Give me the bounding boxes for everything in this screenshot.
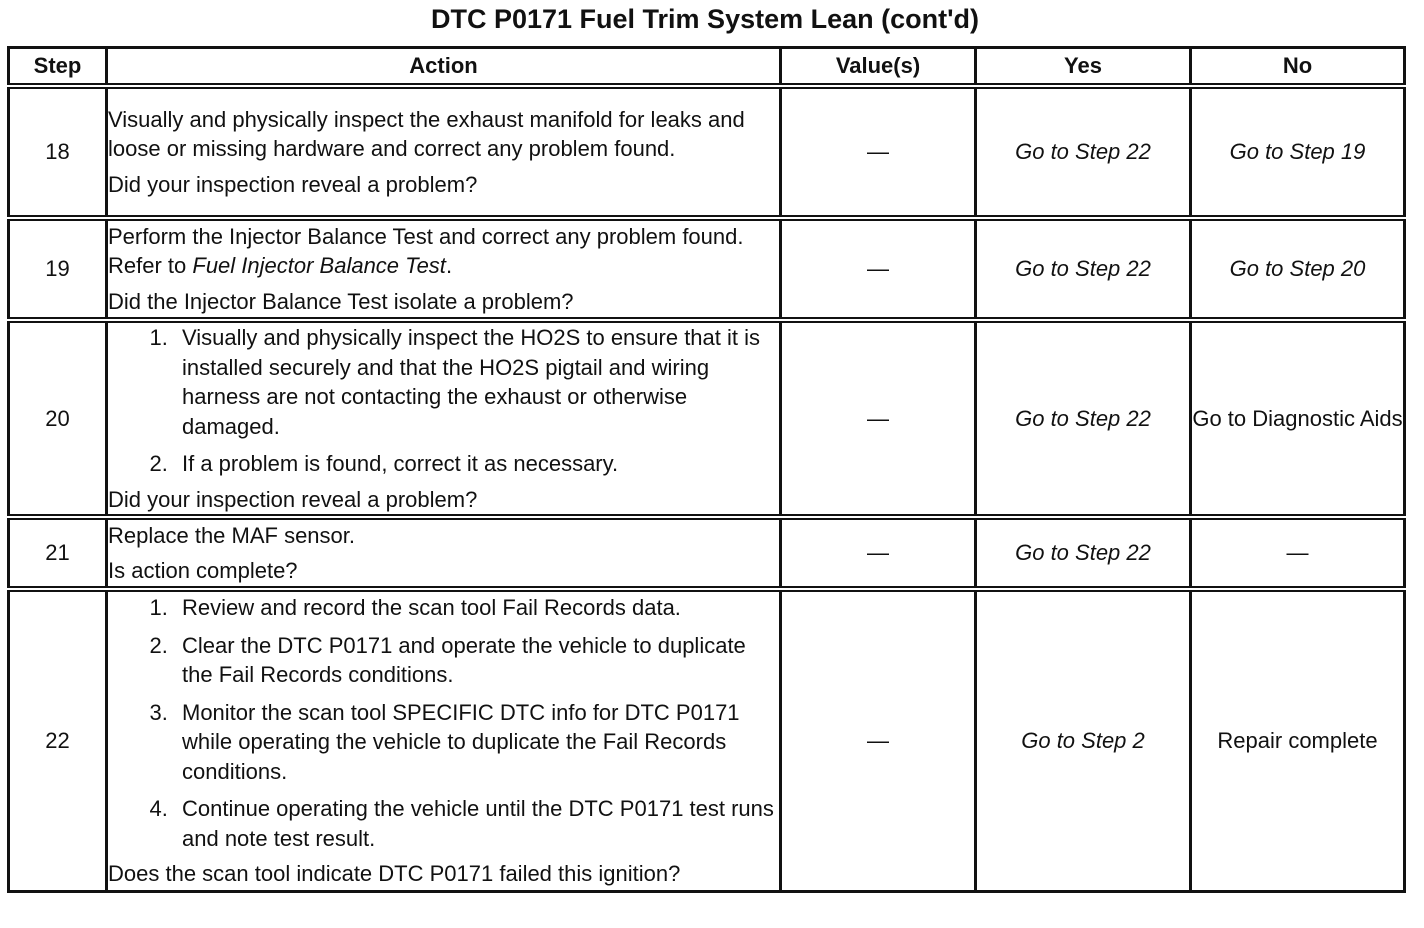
value-cell: — bbox=[781, 589, 976, 891]
action-text: Replace the MAF sensor. bbox=[108, 522, 356, 548]
table-row bbox=[9, 517, 1405, 589]
action-list bbox=[108, 323, 779, 479]
yes-cell[interactable] bbox=[976, 86, 1191, 218]
value-cell: — bbox=[781, 320, 976, 517]
action-question: Did your inspection reveal a problem? bbox=[108, 486, 478, 512]
list-item: 2. Clear the DTC P0171 and operate the vehicle to duplicate the Fail Records conditions. bbox=[174, 631, 779, 690]
table-row bbox=[9, 589, 1405, 891]
reference-link[interactable]: Fuel Injector Balance Test bbox=[192, 253, 446, 279]
yes-link[interactable]: Go to Step 22 bbox=[1015, 256, 1151, 282]
action-list bbox=[108, 593, 779, 853]
page-title: DTC P0171 Fuel Trim System Lean (cont'd) bbox=[430, 4, 980, 34]
no-link[interactable]: Go to Step 19 bbox=[1229, 139, 1366, 165]
action-text-suffix: . bbox=[445, 253, 453, 279]
no-cell[interactable] bbox=[1191, 320, 1405, 517]
yes-cell[interactable] bbox=[976, 589, 1191, 891]
no-link[interactable]: Go to Step 20 bbox=[1229, 256, 1366, 282]
list-item: 1. Review and record the scan tool Fail Records data. bbox=[174, 593, 779, 623]
step-number: 19 bbox=[9, 218, 107, 320]
header-step: Step bbox=[9, 48, 107, 87]
header-yes: Yes bbox=[976, 48, 1191, 87]
list-item: 1. Visually and physically inspect the HO2S to ensure that it is installed securely and that the HO2S pigtail and wiring harness are not contacting the exhaust or otherwise damaged. bbox=[174, 323, 779, 441]
header-values: Value(s) bbox=[781, 48, 976, 87]
no-value: Repair complete bbox=[1217, 728, 1378, 753]
value-cell: — bbox=[781, 86, 976, 218]
table-row bbox=[9, 320, 1405, 517]
action-cell bbox=[107, 517, 781, 589]
yes-cell[interactable] bbox=[976, 320, 1191, 517]
step-number: 20 bbox=[9, 320, 107, 517]
diagnostic-table bbox=[7, 46, 1406, 893]
no-link[interactable]: Go to Diagnostic Aids bbox=[1192, 405, 1403, 431]
no-cell bbox=[1191, 517, 1405, 589]
header-no: No bbox=[1191, 48, 1405, 87]
action-text: Visually and physically inspect the exhaust manifold for leaks and loose or missing hardware and correct any problem found. bbox=[108, 106, 745, 162]
step-number: 21 bbox=[9, 517, 107, 589]
list-item: 4. Continue operating the vehicle until the DTC P0171 test runs and note test result. bbox=[174, 794, 779, 853]
table-row bbox=[9, 218, 1405, 320]
yes-cell[interactable] bbox=[976, 517, 1191, 589]
yes-link[interactable]: Go to Step 2 bbox=[1021, 728, 1145, 753]
action-text bbox=[108, 222, 779, 281]
action-text-prefix: Perform the Injector Balance Test and correct any problem found. Refer to bbox=[108, 223, 744, 279]
no-value: — bbox=[1286, 540, 1309, 566]
action-cell bbox=[107, 86, 781, 218]
step-number: 18 bbox=[9, 86, 107, 218]
header-row bbox=[9, 48, 1405, 87]
list-item: 2. If a problem is found, correct it as necessary. bbox=[174, 449, 779, 479]
no-cell bbox=[1191, 589, 1405, 891]
no-cell[interactable] bbox=[1191, 86, 1405, 218]
yes-cell[interactable] bbox=[976, 218, 1191, 320]
header-action: Action bbox=[107, 48, 781, 87]
action-question: Did the Injector Balance Test isolate a problem? bbox=[108, 288, 574, 314]
yes-link[interactable]: Go to Step 22 bbox=[1015, 139, 1151, 165]
action-question: Does the scan tool indicate DTC P0171 failed this ignition? bbox=[108, 861, 681, 886]
action-cell bbox=[107, 218, 781, 320]
action-question: Did your inspection reveal a problem? bbox=[108, 171, 478, 197]
yes-link[interactable]: Go to Step 22 bbox=[1015, 540, 1151, 566]
value-cell: — bbox=[781, 517, 976, 589]
table-row bbox=[9, 86, 1405, 218]
yes-link[interactable]: Go to Step 22 bbox=[1015, 405, 1151, 431]
value-cell: — bbox=[781, 218, 976, 320]
list-item: 3. Monitor the scan tool SPECIFIC DTC info for DTC P0171 while operating the vehicle to duplicate the Fail Records conditions. bbox=[174, 698, 779, 787]
action-cell bbox=[107, 320, 781, 517]
action-cell bbox=[107, 589, 781, 891]
step-number: 22 bbox=[9, 589, 107, 891]
no-cell[interactable] bbox=[1191, 218, 1405, 320]
action-question: Is action complete? bbox=[108, 558, 298, 583]
